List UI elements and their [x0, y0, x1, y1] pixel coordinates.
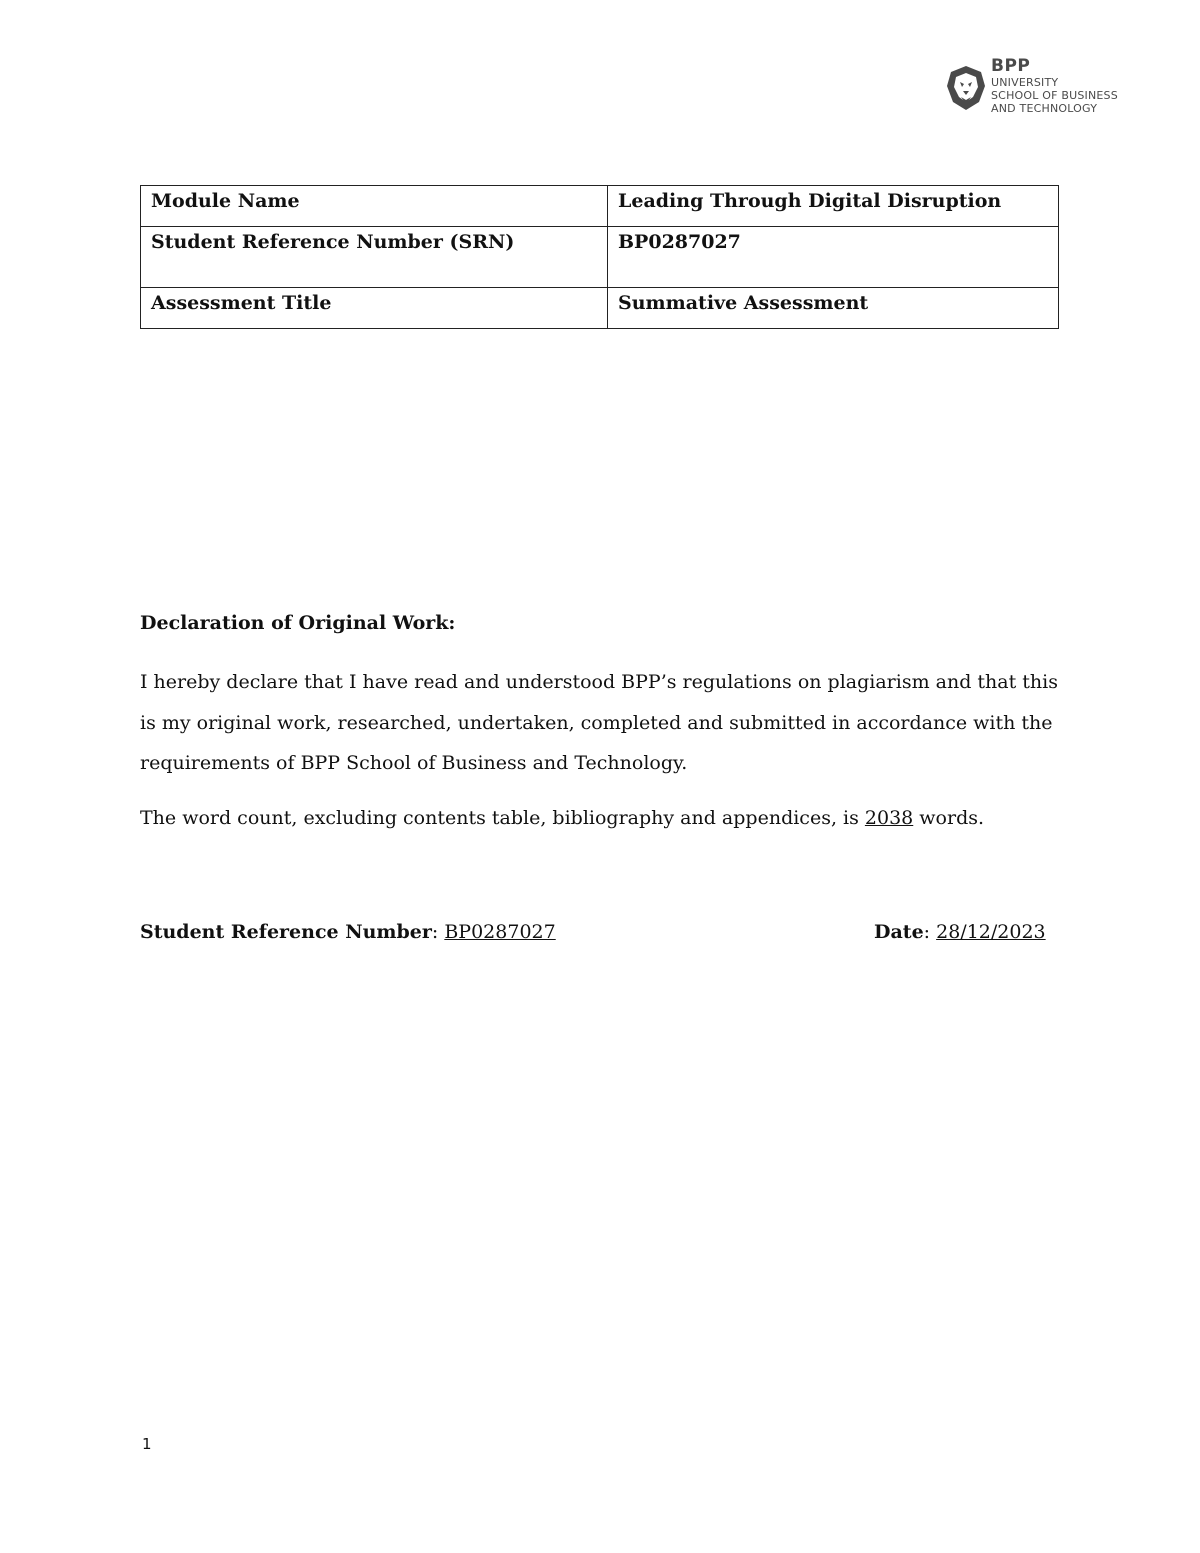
declaration-body: I hereby declare that I have read and understood BPP’s regulations on plagiarism and that this is my original work, researched, undertaken, completed and submitted in accordance with the requirements of BPP School of Business and Technology. [140, 671, 1058, 774]
module-name-value: Leading Through Digital Disruption [608, 186, 1059, 227]
declaration-heading: Declaration of Original Work: [140, 612, 456, 634]
signature-date-label: Date [874, 921, 924, 943]
word-count-prefix: The word count, excluding contents table, bibliography and appendices, is [140, 807, 865, 829]
table-row [141, 227, 1059, 288]
table-row [141, 186, 1059, 227]
module-name-label: Module Name [141, 186, 608, 227]
logo-brand: BPP [991, 56, 1031, 76]
bpp-logo [945, 56, 1135, 118]
word-count-value: 2038 [864, 807, 914, 829]
logo-line-university: UNIVERSITY [991, 76, 1059, 89]
assessment-info-table [140, 185, 1059, 329]
logo-line-technology: AND TECHNOLOGY [991, 102, 1098, 115]
page-number: 1 [142, 1435, 152, 1453]
assessment-title-label: Assessment Title [141, 288, 608, 329]
signature-srn-label: Student Reference Number [140, 921, 432, 943]
srn-value: BP0287027 [608, 227, 1059, 288]
srn-label: Student Reference Number (SRN) [141, 227, 608, 288]
signature-date-separator: : [923, 921, 937, 943]
word-count-statement [140, 800, 1070, 836]
signature-srn [140, 914, 556, 950]
word-count-suffix: words. [913, 807, 985, 829]
logo-text [991, 56, 1118, 115]
signature-date [874, 914, 1046, 950]
lion-head-icon [945, 64, 987, 112]
table-row [141, 288, 1059, 329]
signature-srn-value: BP0287027 [444, 921, 556, 943]
logo-line-school: SCHOOL OF BUSINESS [991, 89, 1118, 102]
signature-date-value: 28/12/2023 [936, 921, 1046, 943]
assessment-title-value: Summative Assessment [608, 288, 1059, 329]
signature-srn-separator: : [431, 921, 445, 943]
